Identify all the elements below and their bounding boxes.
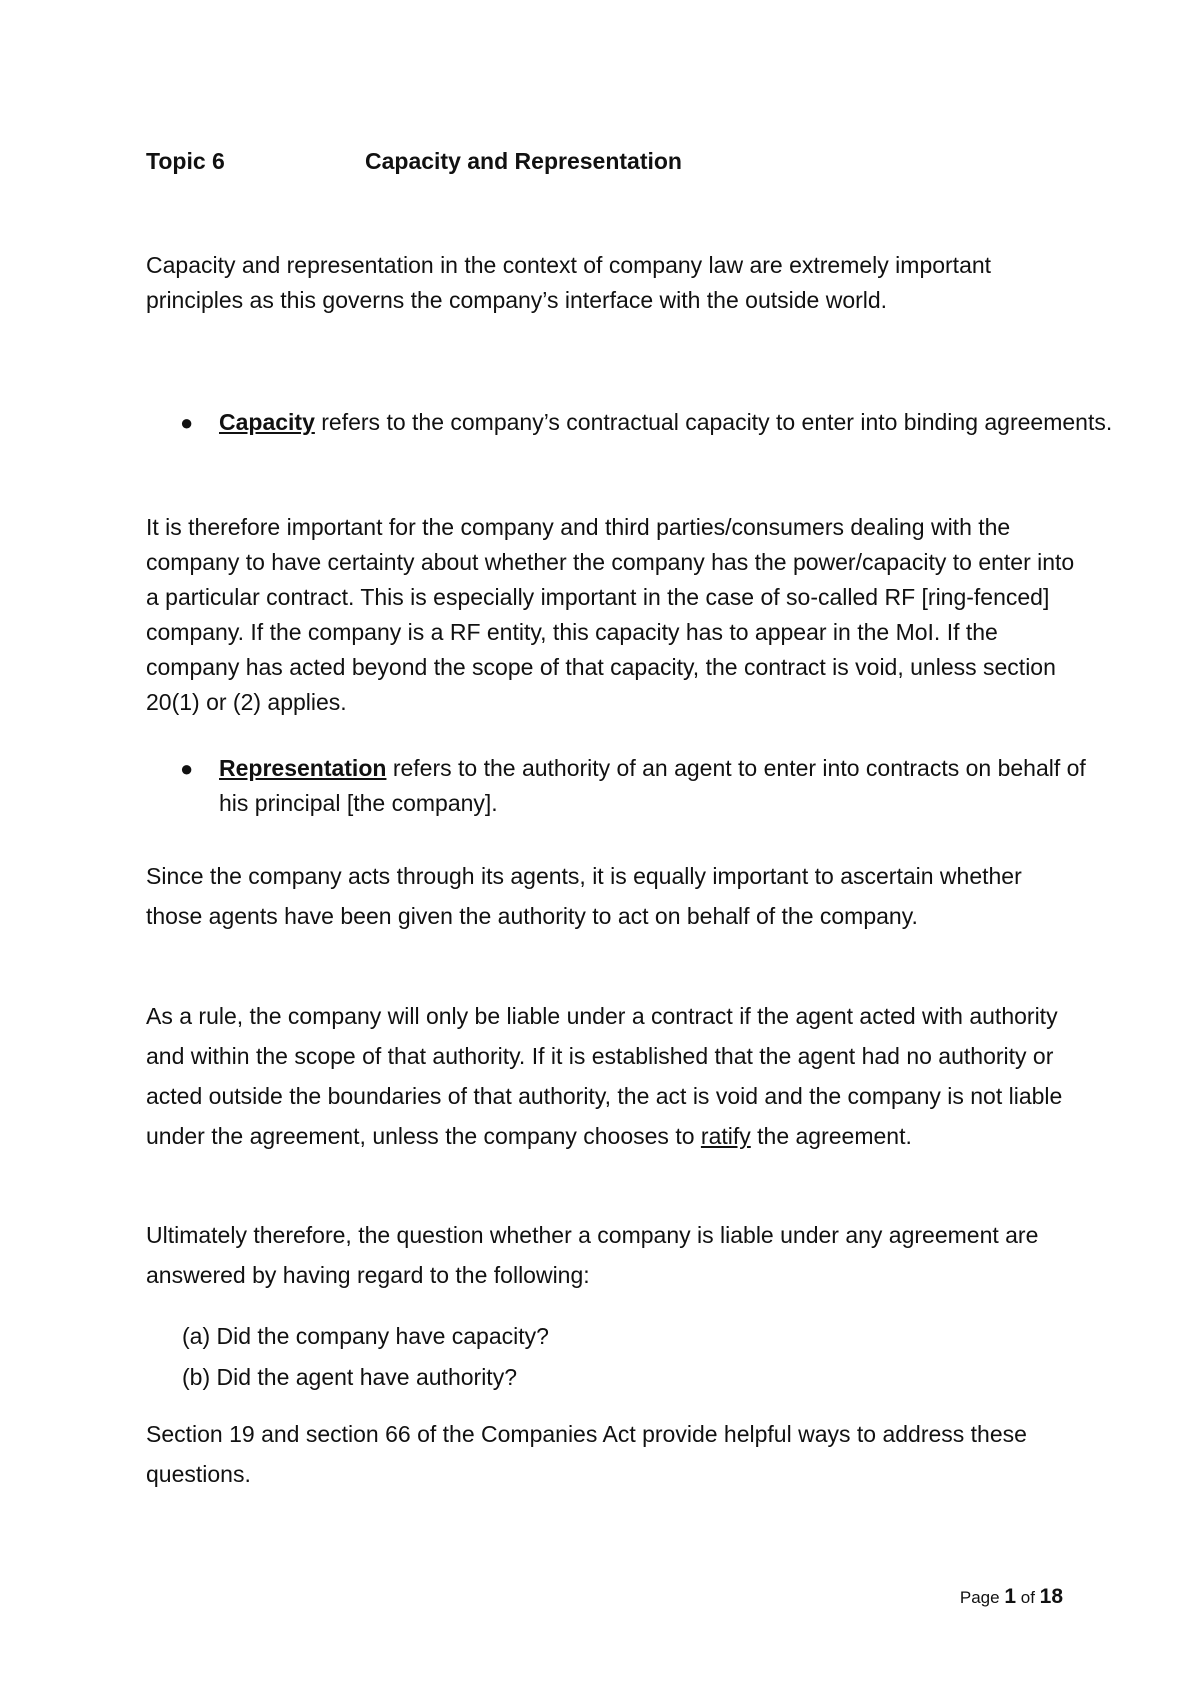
term-representation: Representation [219,755,387,781]
page-number: 1 [1004,1585,1017,1608]
rule-text-end: the agreement. [750,1123,912,1149]
ratify-word: ratify [700,1123,751,1149]
of-label: of [1016,1588,1040,1607]
section-paragraph: Section 19 and section 66 of the Companies Act provide helpful ways to address these questions. [146,1421,1027,1487]
page-total: 18 [1039,1585,1063,1608]
bullet-icon: ● [180,410,194,435]
rule-paragraph [146,996,1076,1156]
intro-paragraph: Capacity and representation in the context of company law are extremely important principles as this governs the company’s interface with the outside world. [146,252,992,313]
bullet-icon: ● [180,756,194,781]
question-b: (b) Did the agent have authority? [182,1364,517,1390]
rule-text: As a rule, the company will only be liable under a contract if the agent acted with authority and within the scope of that authority. If it is established that the agent had no authority or acted outside the boundaries of that authority, the act is void and the company is not liable under the agreement, unless the company chooses to [146,1003,1063,1149]
topic-title: Capacity and Representation [365,148,682,174]
question-a: (a) Did the company have capacity? [182,1323,549,1349]
representation-definition: refers to the authority of an agent to enter into contracts on behalf of his principal [the company]. [219,755,1086,816]
page-label: Page [959,1588,1005,1607]
term-capacity: Capacity [219,409,315,435]
ultimately-paragraph: Ultimately therefore, the question whether a company is liable under any agreement are answered by having regard to the following: [146,1222,1039,1288]
page-heading [146,148,682,175]
topic-number: Topic 6 [146,148,225,174]
capacity-definition: refers to the company’s contractual capacity to enter into binding agreements. [314,409,1113,435]
capacity-paragraph: It is therefore important for the company and third parties/consumers dealing with the company to have certainty about whether the company has the power/capacity to enter into a particular contract. This is especially important in the case of so-called RF [ring-fenced] company. If the company is a RF entity, this capacity has to appear in the MoI. If the company has acted beyond the scope of that capacity, the contract is void, unless section 20(1) or (2) applies. [146,514,1075,715]
page-footer [960,1585,1063,1609]
agents-paragraph: Since the company acts through its agents, it is equally important to ascertain whether those agents have been given the authority to act on behalf of the company. [146,863,1022,929]
